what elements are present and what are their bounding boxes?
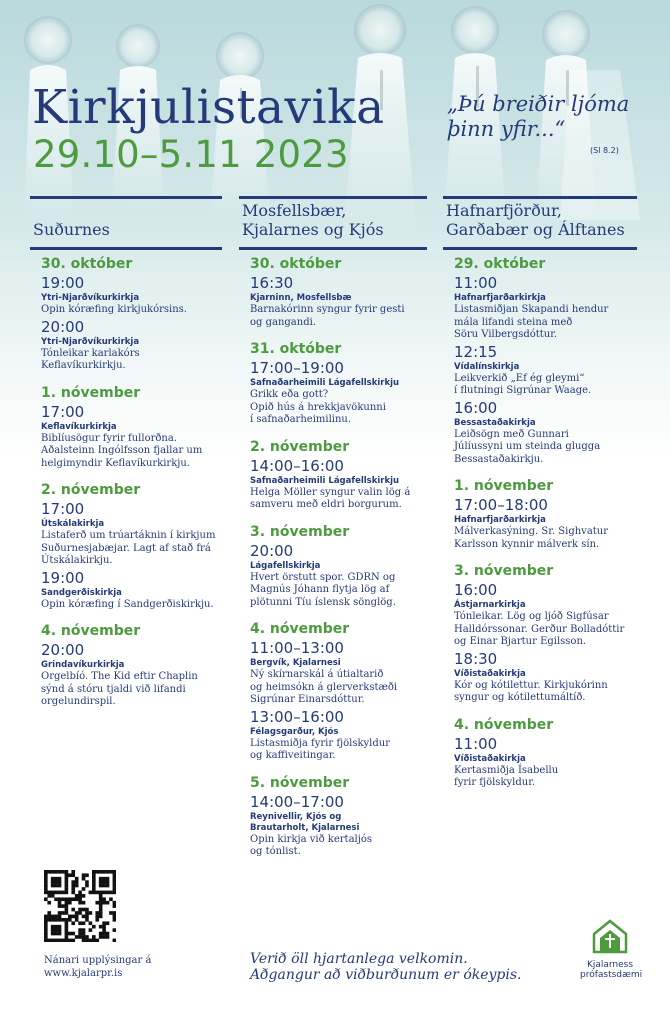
event-description: Hvert örstutt spor. GDRN og Magnús Jóhann flytja lög af plötunni Tíu íslensk sönglög.: [250, 571, 396, 608]
event-place: Víðistaðakirkja: [454, 668, 526, 679]
event-item: [454, 651, 637, 705]
column-heading-rule: [239, 247, 427, 250]
event-place: Keflavíkurkirkja: [41, 421, 117, 432]
event-item: [41, 570, 222, 612]
column-heading: [239, 199, 427, 247]
event-place: Bessastaðakirkja: [454, 417, 536, 428]
event-dates: 29.10–5.11 2023: [33, 133, 349, 176]
event-time: 16:00: [454, 581, 498, 599]
event-place: Útskálakirkja: [41, 519, 105, 529]
event-place: Safnaðarheimili Lágafellskirkju: [250, 378, 400, 388]
event-description: Biblíusögur fyrir fullorðna. Aðalsteinn Ingólfsson fjallar um helgimyndir Keflavíkurkirkju.: [41, 432, 203, 469]
event-description: Kertasmiðja Ísabellu fyrir fjölskyldur.: [454, 764, 559, 788]
event-time: 11:00: [454, 274, 498, 292]
event-time: 17:00: [41, 402, 85, 421]
event-time: 14:00–17:00: [250, 792, 344, 811]
column-mosfellsbaer: [239, 196, 427, 859]
day-heading: 4. nóvember: [454, 716, 554, 733]
event-description: Málverkasýning. Sr. Sighvatur Karlsson kynnir málverk sín.: [454, 526, 609, 550]
column-heading-text: Mosfellsbær, Kjalarnes og Kjós: [242, 201, 384, 239]
event-item: [250, 543, 427, 610]
event-place: Víðistaðakirkja: [454, 753, 526, 764]
event-time: 20:00: [250, 541, 294, 560]
scripture-quote: „Þú breiðir ljóma þinn yfir...“: [447, 92, 630, 141]
day-heading: 2. nóvember: [250, 438, 350, 455]
column-body: [239, 256, 427, 859]
event-place: Ytri-Njarðvíkurkirkja: [41, 293, 140, 303]
column-body: [443, 256, 637, 790]
event-description: Tónleikar karlakórs Keflavíkurkirkju.: [41, 347, 140, 371]
event-item: [250, 794, 427, 859]
more-info-text: Nánari upplýsingar á www.kjalarpr.is: [44, 955, 152, 979]
event-place: Vídalínskirkja: [454, 361, 520, 372]
day-heading: 5. nóvember: [250, 774, 350, 791]
event-place: Ástjarnarkirkja: [454, 600, 526, 610]
event-description: Listasmiðjan Skapandi hendur mála lifandi steina með Söru Vilbergsdóttur.: [454, 304, 609, 340]
column-heading-rule: [30, 247, 222, 250]
column-heading: [443, 199, 637, 247]
event-place: Kjarninn, Mosfellsbæ: [250, 293, 352, 303]
event-item: [41, 319, 222, 373]
column-heading-rule: [443, 247, 637, 250]
day-heading: 3. nóvember: [250, 523, 350, 540]
event-description: Tónleikar. Lög og ljóð Sigfúsar Halldórssonar. Gerður Bolladóttir og Einar Bjartur Egilsson.: [454, 611, 625, 647]
event-item: [454, 400, 637, 467]
event-place: Sandgerðiskirkja: [41, 587, 122, 598]
event-description: Opin kóræfing í Sandgerðiskirkju.: [41, 598, 214, 610]
column-heading-text: Hafnarfjörður, Garðabær og Álftanes: [446, 201, 625, 239]
event-description: Ný skírnarskál á útialtarið og heimsókn á glerverkstæði Sigrúnar Einarsdóttur.: [250, 669, 398, 705]
scripture-reference: (Sl 8.2): [590, 146, 619, 155]
event-time: 14:00–16:00: [250, 456, 344, 475]
event-description: Listaferð um trúartáknin í kirkjum Suðurnesjabæjar. Lagt af stað frá Útskálakirkju.: [41, 530, 216, 566]
event-time: 16:30: [250, 274, 294, 292]
event-time: 17:00: [41, 500, 85, 518]
page-title: Kirkjulistavika: [32, 80, 385, 135]
day-heading: 3. nóvember: [454, 563, 554, 579]
day-heading: 4. nóvember: [250, 621, 350, 637]
event-description: Listasmiðja fyrir fjölskyldur og kaffiveitingar.: [250, 737, 390, 761]
event-place: Safnaðarheimili Lágafellskirkju: [250, 475, 400, 486]
event-place: Grindavíkurkirkja: [41, 660, 125, 670]
column-heading-text: Suðurnes: [33, 220, 110, 239]
column-sudurnes: [30, 196, 222, 709]
event-description: Grikk eða gott? Opið hús á hrekkjavökunni í safnaðarheimilinu.: [250, 389, 386, 425]
event-description: Opin kóræfing kirkjukórsins.: [41, 304, 187, 315]
event-item: [250, 275, 427, 329]
event-time: 12:15: [454, 342, 498, 361]
event-item: [250, 640, 427, 707]
event-time: 18:30: [454, 649, 498, 668]
event-description: Helga Möller syngur valin lög á samveru með eldri borgurum.: [250, 486, 411, 510]
church-logo-icon: [590, 918, 630, 954]
event-item: [250, 458, 427, 512]
column-body: [30, 256, 222, 709]
event-description: Opin kirkja við kertaljós og tónlist.: [250, 833, 372, 857]
day-heading: 30. október: [41, 256, 133, 272]
event-time: 17:00–18:00: [454, 496, 548, 514]
event-time: 16:00: [454, 398, 498, 417]
event-place: Bergvík, Kjalarnesi: [250, 658, 341, 668]
event-time: 13:00–16:00: [250, 707, 344, 726]
event-item: [250, 709, 427, 763]
event-time: 17:00–19:00: [250, 359, 344, 377]
event-time: 19:00: [41, 274, 85, 292]
welcome-text: Verið öll hjartanlega velkomin. Aðgangur að viðburðunum er ókeypis.: [250, 951, 522, 983]
event-place: Ytri-Njarðvíkurkirkja: [41, 336, 140, 347]
day-heading: 30. október: [250, 256, 342, 272]
event-item: [41, 404, 222, 471]
event-place: Félagsgarður, Kjós: [250, 726, 339, 737]
event-place: Lágafellskirkja: [250, 560, 321, 571]
event-description: Leiðsögn með Gunnari Júlíussyni um steinda glugga Bessastaðakirkju.: [454, 428, 601, 465]
day-heading: 1. nóvember: [41, 384, 141, 401]
column-heading: [30, 199, 222, 247]
day-heading: 4. nóvember: [41, 623, 141, 639]
event-item: [41, 275, 222, 317]
event-item: [41, 501, 222, 568]
event-item: [250, 360, 427, 427]
event-item: [454, 344, 637, 398]
event-item: [454, 582, 637, 649]
column-hafnarfjordur: [443, 196, 637, 790]
prófastsdæmi-logo: [580, 918, 643, 980]
event-item: [41, 642, 222, 709]
logo-text: Kjalarness prófastsdæmi: [580, 960, 643, 980]
event-item: [454, 497, 637, 551]
event-description: Kór og kótilettur. Kirkjukórinn syngur og kótilettumáltíð.: [454, 679, 608, 703]
event-time: 11:00: [454, 734, 498, 753]
day-heading: 2. nóvember: [41, 482, 141, 498]
event-time: 20:00: [41, 641, 85, 659]
day-heading: 1. nóvember: [454, 478, 554, 494]
event-place: Reynivellir, Kjós og Brautarholt, Kjalarnesi: [250, 811, 360, 833]
event-place: Hafnarfjarðarkirkja: [454, 293, 546, 303]
event-time: 11:00–13:00: [250, 639, 344, 657]
qr-code-icon[interactable]: [44, 870, 116, 942]
event-time: 19:00: [41, 568, 85, 587]
day-heading: 31. október: [250, 341, 342, 357]
event-description: Leikverkið „Ef ég gleymi“ í flutningi Sigrúnar Waage.: [454, 372, 592, 396]
event-item: [454, 275, 637, 342]
event-item: [454, 736, 637, 790]
event-description: Orgelbíó. The Kid eftir Chaplin sýnd á stóru tjaldi við lifandi orgelundirspil.: [41, 671, 198, 707]
event-place: Hafnarfjarðarkirkja: [454, 515, 546, 525]
event-time: 20:00: [41, 317, 85, 336]
day-heading: 29. október: [454, 256, 546, 272]
event-description: Barnakórinn syngur fyrir gesti og gangandi.: [250, 304, 405, 328]
